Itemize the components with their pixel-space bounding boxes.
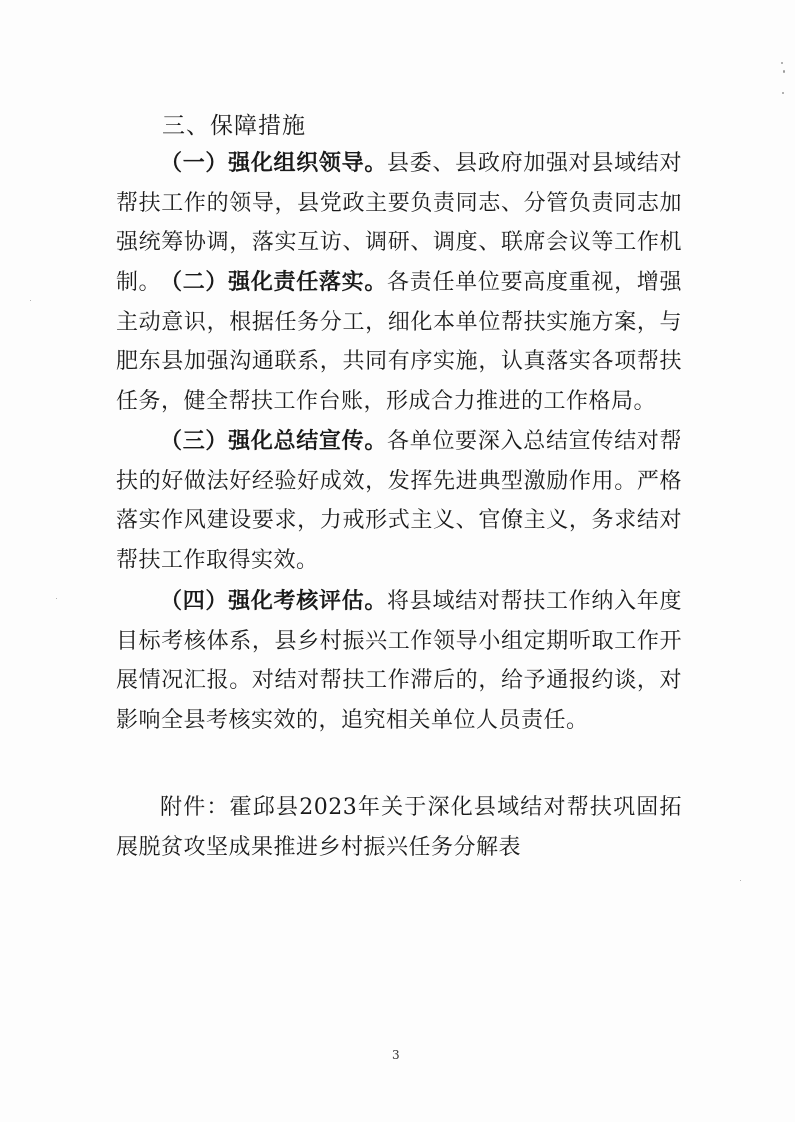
paragraph-body: 各责任单位要高度重视，增强主动意识，根据任务分工，细化本单位帮扶实施方案，与肥东县加强沟通联系，共同有序实施，认真落实各项帮扶任务，健全帮扶工作台账，形成合力推进的工作格局。 (116, 270, 682, 414)
page-number: 3 (392, 1048, 400, 1062)
paragraph-body: 县委、县政府加强对县域结对帮扶工作的领导，县党政主要负责同志、分管负责同志加强统筹协调，落实互访、调研、调度、联席会议等工作机制。 (116, 151, 682, 295)
paragraph-assessment (116, 582, 682, 740)
scan-speck (782, 92, 784, 94)
paragraph-lead: （四）强化考核评估。 (160, 588, 388, 614)
paragraph-body: 将县域结对帮扶工作纳入年度目标考核体系，县乡村振兴工作领导小组定期听取工作开展情况汇报。对结对帮扶工作滞后的，给予通报约谈，对影响全县考核实效的，追究相关单位人员责任。 (116, 589, 682, 733)
scan-speck (30, 300, 31, 301)
section-heading: 三、保障措施 (162, 113, 306, 139)
scan-speck (781, 62, 783, 64)
attachment-note: 附件：霍邱县2023年关于深化县域结对帮扶巩固拓展脱贫攻坚成果推进乡村振兴任务分解表 (116, 795, 682, 860)
paragraph-responsibility (116, 263, 682, 421)
paragraph-publicity (116, 422, 682, 580)
scan-speck (783, 70, 785, 73)
paragraph-lead: （一）强化组织领导。 (160, 150, 388, 176)
paragraph-lead: （三）强化总结宣传。 (160, 428, 388, 454)
scan-speck (740, 880, 741, 881)
paragraph-lead: （二）强化责任落实。 (160, 269, 388, 295)
paragraph-body: 各单位要深入总结宣传结对帮扶的好做法好经验好成效，发挥先进典型激励作用。严格落实作风建设要求，力戒形式主义、官僚主义，务求结对帮扶工作取得实效。 (116, 429, 682, 573)
scan-speck (56, 598, 57, 599)
